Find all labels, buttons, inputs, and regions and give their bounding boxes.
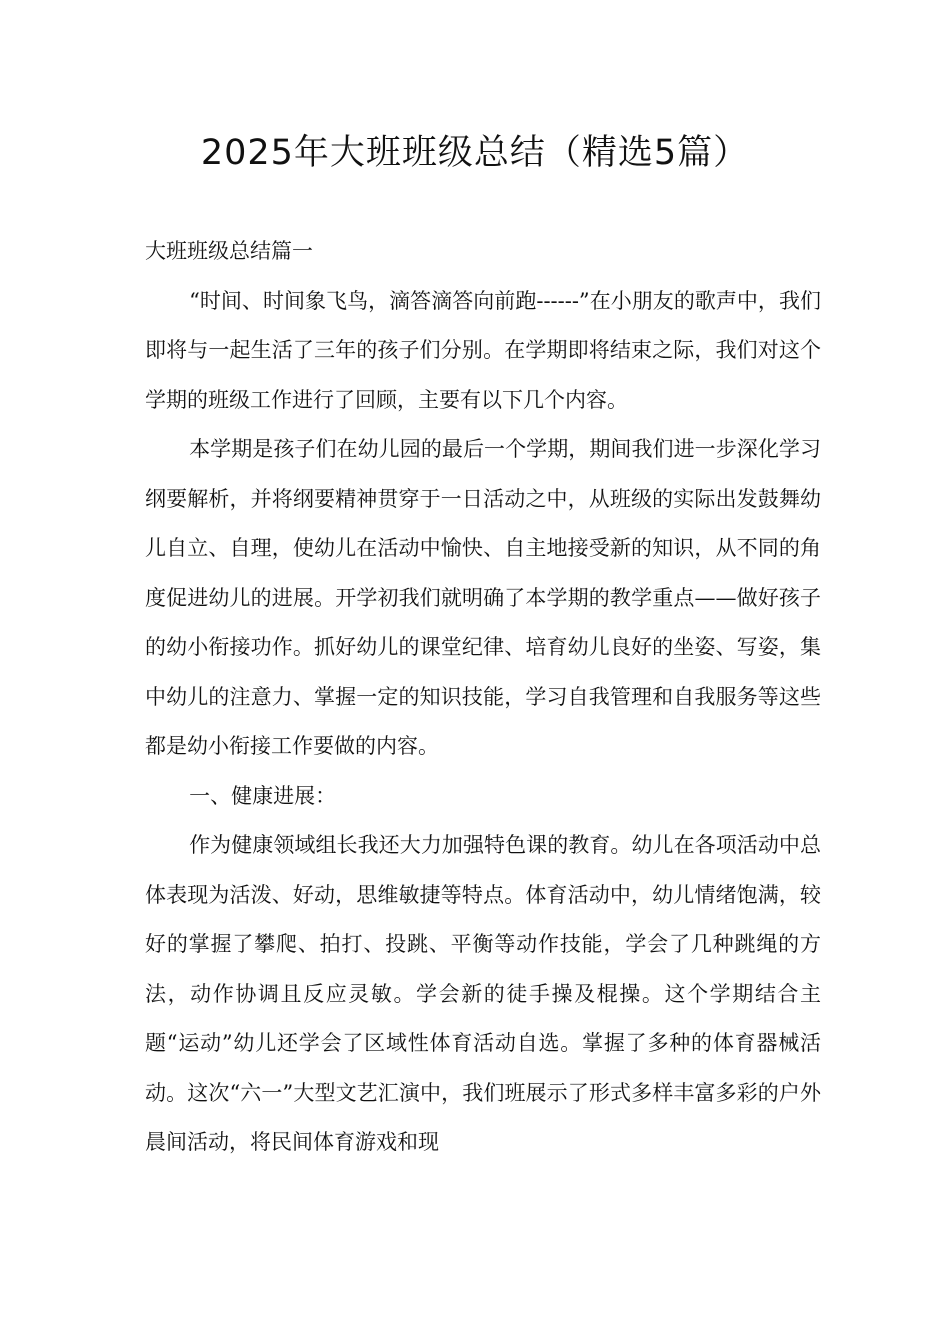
section-heading: 大班班级总结篇一 <box>145 239 313 263</box>
subheading-health: 一、健康进展： <box>189 783 337 808</box>
paragraph-health: 作为健康领域组长我还大力加强特色课的教育。幼儿在各项活动中总体表现为活泼、好动，思维敏捷等特点。体育活动中，幼儿情绪饱满，较好的掌握了攀爬、拍打、投跳、平衡等动作技能，学会了几种跳绳的方法，动作协调且反应灵敏。学会新的徒手操及棍操。这个学期结合主题“运动”幼儿还学会了区域性体育活动自选。掌握了多种的体育器械活动。这次“六一”大型文艺汇演中，我们班展示了形式多样丰富多彩的户外晨间活动，将民间体育游戏和现 <box>145 833 821 1154</box>
paragraph-semester: 本学期是孩子们在幼儿园的最后一个学期，期间我们进一步深化学习纲要解析，并将纲要精神贯穿于一日活动之中，从班级的实际出发鼓舞幼儿自立、自理，使幼儿在活动中愉快、自主地接受新的知识，从不同的角度促进幼儿的进展。开学初我们就明确了本学期的教学重点——做好孩子的幼小衔接功作。抓好幼儿的课堂纪律、培育幼儿良好的坐姿、写姿，集中幼儿的注意力、掌握一定的知识技能，学习自我管理和自我服务等这些都是幼小衔接工作要做的内容。 <box>145 437 821 758</box>
paragraph-intro: “时间、时间象飞鸟，滴答滴答向前跑------”在小朋友的歌声中，我们即将与一起生活了三年的孩子们分别。在学期即将结束之际，我们对这个学期的班级工作进行了回顾，主要有以下几个内容。 <box>145 288 821 412</box>
document-title: 2025年大班班级总结（精选5篇） <box>200 133 750 173</box>
document-body <box>145 227 821 1168</box>
